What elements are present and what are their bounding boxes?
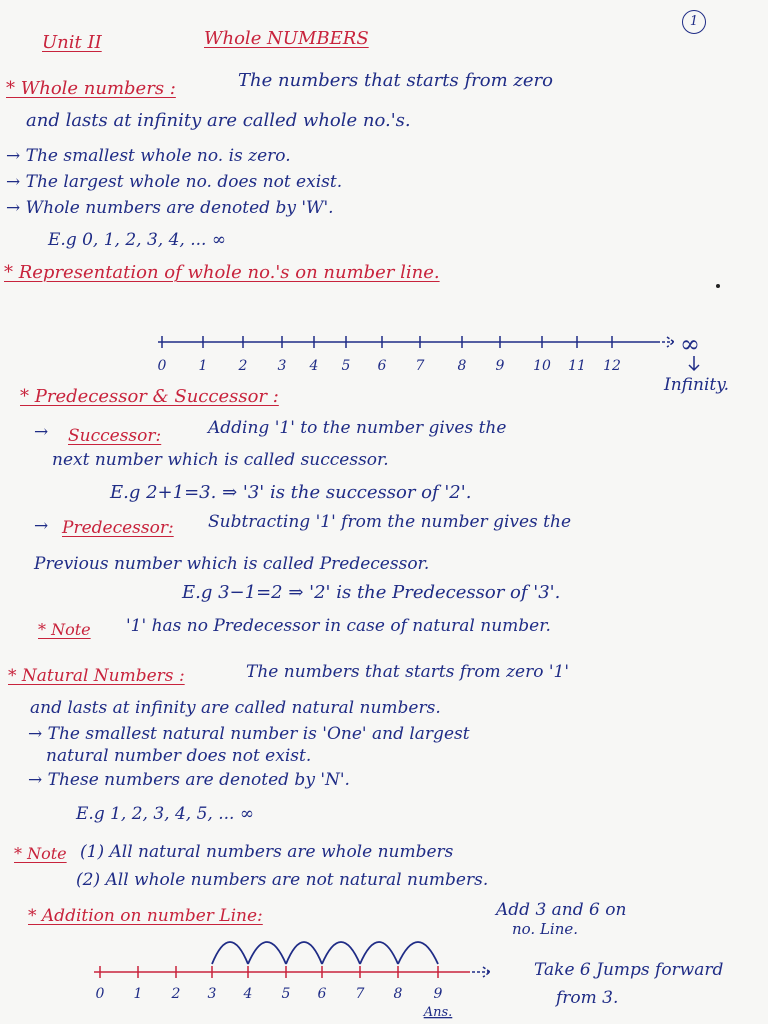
pen-dot (716, 284, 720, 288)
addition-heading: * Addition on number Line: (28, 906, 263, 926)
addition-axis-arrow (472, 967, 490, 977)
addition-task-line-2: no. Line. (512, 920, 579, 938)
page-title: Whole NUMBERS (204, 28, 369, 49)
tick-label: 8 (393, 986, 403, 1002)
whole-numbers-line-1: The numbers that starts from zero (238, 70, 553, 91)
tick-label: 0 (95, 986, 105, 1002)
jump-arc (398, 942, 438, 964)
successor-line-1: Adding '1' to the number gives the (208, 418, 507, 438)
addition-hint-line-1: Take 6 Jumps forward (534, 960, 724, 980)
natural-note-2: (2) All whole numbers are not natural numbers. (76, 870, 489, 890)
tick-label: 7 (415, 358, 425, 374)
whole-bullet-largest: → The largest whole no. does not exist. (6, 172, 343, 192)
tick-label: 5 (341, 358, 351, 374)
predecessor-line-1: Subtracting '1' from the number gives the (208, 512, 572, 532)
infinity-down-arrow (689, 356, 699, 370)
jump-arc (286, 942, 322, 964)
predecessor-arrow: → (34, 516, 49, 536)
tick-label: 5 (281, 986, 291, 1002)
whole-bullet-denoted: → Whole numbers are denoted by 'W'. (6, 198, 334, 218)
natural-note-label: * Note (14, 844, 67, 863)
tick-label: 1 (198, 358, 208, 374)
tick-label: 3 (277, 358, 287, 374)
tick-label: 9 (495, 358, 505, 374)
predecessor-label: Predecessor: (62, 518, 174, 538)
tick-label: 9 (433, 986, 443, 1002)
infinity-symbol: ∞ (680, 330, 700, 358)
tick-label: 7 (355, 986, 365, 1002)
jump-arc (248, 942, 286, 964)
predecessor-example: E.g 3−1=2 ⇒ '2' is the Predecessor of '3'. (182, 582, 561, 603)
tick-label: 11 (568, 358, 586, 374)
natural-bullet-smallest: → The smallest natural number is 'One' and largest (28, 724, 470, 744)
natural-line-2: and lasts at infinity are called natural numbers. (30, 698, 441, 718)
jump-arc (360, 942, 398, 964)
whole-numbers-heading: * Whole numbers : (6, 78, 176, 99)
natural-note-1: (1) All natural numbers are whole numbers (80, 842, 454, 862)
tick-label: 6 (377, 358, 387, 374)
natural-example: E.g 1, 2, 3, 4, 5, ... ∞ (76, 804, 254, 824)
representation-heading: * Representation of whole no.'s on number line. (4, 262, 440, 283)
addition-hint-line-2: from 3. (556, 988, 619, 1008)
tick-label: 4 (309, 358, 319, 374)
whole-numbers-line-2: and lasts at infinity are called whole no.'s. (26, 110, 411, 131)
successor-arrow: → (34, 422, 49, 442)
tick-label: 6 (317, 986, 327, 1002)
unit-label: Unit II (42, 32, 102, 53)
answer-label: Ans. (423, 1005, 453, 1020)
predecessor-line-2: Previous number which is called Predecessor. (34, 554, 430, 574)
number-line-addition (0, 920, 520, 1024)
infinity-label: Infinity. (664, 375, 729, 395)
jump-arc (212, 942, 248, 964)
addition-task-line-1: Add 3 and 6 on (496, 900, 627, 920)
natural-line-1: The numbers that starts from zero '1' (246, 662, 570, 682)
whole-bullet-smallest: → The smallest whole no. is zero. (6, 146, 291, 166)
number-line-arrow (662, 337, 674, 347)
number-line-whole (0, 320, 768, 430)
pred-note-text: '1' has no Predecessor in case of natural number. (126, 616, 551, 636)
tick-label: 0 (157, 358, 167, 374)
tick-label: 4 (243, 986, 253, 1002)
tick-label: 1 (133, 986, 143, 1002)
tick-label: 2 (171, 986, 181, 1002)
page-number: 1 (682, 10, 706, 34)
whole-example: E.g 0, 1, 2, 3, 4, ... ∞ (48, 230, 226, 250)
natural-heading: * Natural Numbers : (8, 666, 185, 686)
pred-note-label: * Note (38, 620, 91, 639)
successor-label: Successor: (68, 426, 162, 446)
tick-label: 12 (603, 358, 621, 374)
successor-line-2: next number which is called successor. (52, 450, 389, 470)
jump-arc (322, 942, 360, 964)
tick-label: 3 (207, 986, 217, 1002)
tick-label: 10 (533, 358, 551, 374)
pred-succ-heading: * Predecessor & Successor : (20, 386, 279, 407)
successor-example: E.g 2+1=3. ⇒ '3' is the successor of '2'. (110, 482, 472, 503)
natural-bullet-denoted: → These numbers are denoted by 'N'. (28, 770, 350, 790)
natural-bullet-largest: natural number does not exist. (46, 746, 312, 766)
tick-label: 8 (457, 358, 467, 374)
tick-label: 2 (238, 358, 248, 374)
